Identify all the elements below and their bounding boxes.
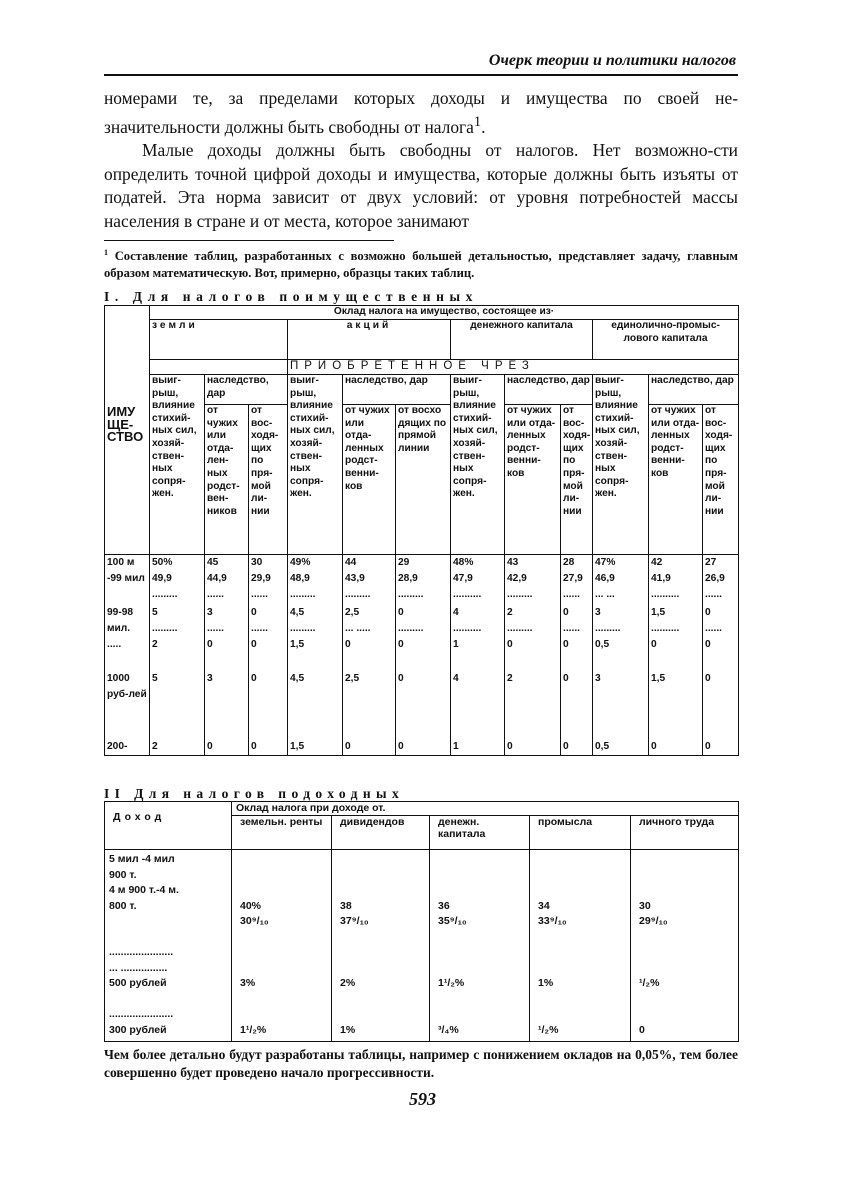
value-cell: 0 — [561, 671, 593, 739]
value-cell: 44 43,9 ......... — [343, 555, 396, 605]
sub-inherit-money: наследство, дар — [505, 375, 593, 405]
acquired-spacer — [150, 360, 288, 375]
value-cell: 0 — [649, 637, 703, 671]
paragraph-1 — [104, 87, 738, 139]
table2-top-header: Оклад налога при доходе от. — [232, 802, 739, 816]
table2-heading: II Для налогов подоходных — [104, 786, 405, 801]
table-row — [105, 605, 739, 637]
amount-cell: 100 м -99 мил — [105, 555, 150, 605]
column-personal-labor: личного труда — [631, 816, 739, 850]
value-cell: 2,5 ... ..... — [343, 605, 396, 637]
value-cell: 29 28,9 ......... — [396, 555, 451, 605]
value-cell: 0 — [505, 637, 561, 671]
running-title: Очерк теории и политики налогов — [488, 52, 736, 69]
value-cell: 4,5 — [288, 671, 343, 739]
value-cell: 0 — [205, 739, 249, 756]
body-text — [104, 87, 738, 233]
value-cell: 42 41,9 .......... — [649, 555, 703, 605]
sub-direct-shares: от восхо дящих по прямой линии — [396, 405, 451, 555]
value-cell: 3 — [205, 671, 249, 739]
closing-paragraph: Чем более детально будут разработаны таблицы, например с понижением окладов на 0,05%, тем более совершенно будет проведено начало прогрессивности. — [104, 1047, 738, 1080]
value-cell: 0 — [396, 637, 451, 671]
value-cell: 1,5 — [649, 671, 703, 739]
sub-inherit-trade: наследство, дар — [649, 375, 739, 405]
value-cell: 0 ...... — [249, 605, 288, 637]
sub-inherit-land: наследство, дар — [205, 375, 288, 405]
value-cell: 0 — [249, 637, 288, 671]
footnote-text: Составление таблиц, разработанных с возможно большей детальностью, представляет задачу, главным образом математическую. Вот, примерно, образцы таких таблиц. — [104, 249, 738, 280]
value-cell: 2 ......... — [505, 605, 561, 637]
sub-direct-money: от вос-ходя-щих по пря-мой ли-нии — [561, 405, 593, 555]
value-cell: 3 ......... — [593, 605, 649, 637]
page-number: 593 — [409, 1089, 436, 1109]
value-cell: 0 ...... — [561, 605, 593, 637]
value-cell: 1,5 .......... — [649, 605, 703, 637]
value-cell: 0 — [249, 739, 288, 756]
paragraph-2: Малые доходы должны быть свободны от налогов. Нет возможно-сти определить точной цифрой доходы и имущества, которые должны быть изъяты от податей. Эта норма зависит от двух условий: от уровня потребностей массы населения в стране и от места, которое занимают — [104, 139, 738, 231]
value-cell: 0,5 — [593, 739, 649, 756]
value-cell: 0 — [561, 739, 593, 756]
footnote — [104, 245, 738, 281]
value-cell: 28 27,9 ...... — [561, 555, 593, 605]
value-cell: 27 26,9 ...... — [703, 555, 739, 605]
value-cell: 0 — [703, 637, 739, 671]
value-cell: 0 — [343, 739, 396, 756]
group-shares: акций — [288, 320, 451, 360]
footnote-mark: 1 — [104, 248, 108, 257]
value-cell: 0 — [343, 637, 396, 671]
income-column-header: Доход — [105, 802, 232, 850]
sub-win-shares: выиг-рыш, влияние стихий-ных сил, хозяй-ствен-ных сопря-жен. — [288, 375, 343, 555]
value-cell: 47% 46,9 ... ... — [593, 555, 649, 605]
table1-top-header: Оклад налога на имущество, состоящее из· — [150, 306, 739, 320]
value-cell: 1 — [451, 739, 505, 756]
value-cell: 40% 30⁹/₁₀ 3% 1¹/₂% — [232, 850, 332, 1042]
value-cell: 1,5 — [288, 739, 343, 756]
amount-cell: 1000 руб-лей — [105, 671, 150, 739]
value-cell: 0 — [703, 739, 739, 756]
sub-distant-land: от чужих или отда-лен-ных родст-вен-ников — [205, 405, 249, 555]
paragraph-1-end: . — [481, 116, 486, 137]
value-cell: 0 — [396, 739, 451, 756]
value-cell: 36 35⁹/₁₀ 1¹/₂% ³/₄% — [430, 850, 530, 1042]
value-cell: 0 — [505, 739, 561, 756]
column-land-rent: земельн. ренты — [232, 816, 332, 850]
value-cell: 3 — [593, 671, 649, 739]
value-cell: 48% 47,9 .......... — [451, 555, 505, 605]
row-label-cell — [105, 306, 150, 555]
value-cell: 0 — [561, 637, 593, 671]
group-money-capital: денежного капитала — [451, 320, 593, 360]
value-cell: 38 37⁹/₁₀ 2% 1% — [332, 850, 430, 1042]
value-cell: 3 ...... — [205, 605, 249, 637]
value-cell: 0,5 — [593, 637, 649, 671]
value-cell: 4 .......... — [451, 605, 505, 637]
value-cell: 0 — [205, 637, 249, 671]
column-money-capital: денежн. капитала — [430, 816, 530, 850]
group-trade-capital: единолично-промыс-лового капитала — [593, 320, 739, 360]
value-cell: 5 — [150, 671, 205, 739]
amount-cell: 200- — [105, 739, 150, 756]
value-cell: 0 — [249, 671, 288, 739]
column-trade: промысла — [530, 816, 631, 850]
value-cell: 2 — [150, 739, 205, 756]
sub-win-trade: выиг-рыш, влияние стихий-ных сил, хозяй-ствен-ных сопря-жен. — [593, 375, 649, 555]
footnote-ref: 1 — [473, 113, 482, 130]
table-row — [105, 555, 739, 605]
value-cell: 2 — [505, 671, 561, 739]
value-cell: 0 ......... — [396, 605, 451, 637]
paragraph-1-text: номерами те, за пределами которых доходы и имущества по своей не-значительности должны быть свободны от налога — [104, 88, 738, 137]
table1-heading: I. Для налогов поимущественных — [104, 289, 478, 304]
value-cell: 1 — [451, 637, 505, 671]
property-tax-table — [104, 305, 739, 756]
footnote-rule — [104, 240, 394, 241]
sub-distant-money: от чужих или отда-ленных родст-венни-ков — [505, 405, 561, 555]
sub-distant-trade: от чужих или отда-ленных родст-венни-ков — [649, 405, 703, 555]
sub-inherit-shares: наследство, дар — [343, 375, 451, 405]
value-cell: 0 — [703, 671, 739, 739]
table-row — [105, 671, 739, 739]
value-cell: 0 ...... — [703, 605, 739, 637]
value-cell: 34 33⁹/₁₀ 1% ¹/₂% — [530, 850, 631, 1042]
table-row — [105, 637, 739, 671]
acquired-header: ПРИОБРЕТЕННОЕ ЧРЕЗ — [288, 360, 739, 375]
value-cell: 5 ......... — [150, 605, 205, 637]
value-cell: 45 44,9 ...... — [205, 555, 249, 605]
value-cell: 50% 49,9 ......... — [150, 555, 205, 605]
value-cell: 49% 48,9 ......... — [288, 555, 343, 605]
table-row — [105, 850, 739, 1042]
value-cell: 4,5 ......... — [288, 605, 343, 637]
running-header — [104, 48, 738, 76]
sub-direct-trade: от вос-ходя-щих по пря-мой ли-нии — [703, 405, 739, 555]
value-cell: 30 29,9 ...... — [249, 555, 288, 605]
value-cell: 43 42,9 ......... — [505, 555, 561, 605]
sub-win-money: выиг-рыш, влияние стихий-ных сил, хозяй-ствен-ных сопря-жен. — [451, 375, 505, 555]
value-cell: 30 29⁹/₁₀ ¹/₂% 0 — [631, 850, 739, 1042]
income-tax-table — [104, 801, 739, 1042]
group-land: земли — [150, 320, 288, 360]
row-label: ИМУ ЩЕ- СТВО — [107, 404, 144, 445]
value-cell: 4 — [451, 671, 505, 739]
sub-win-land: выиг-рыш, влияние стихий-ных сил, хозяй-ствен-ных сопря-жен. — [150, 375, 205, 555]
income-brackets: 5 мил -4 мил 900 т. 4 м 900 т.-4 м. 800 т. ...................... ... ................ 500 рублей ...................... 300 рублей — [105, 850, 232, 1042]
column-dividends: дивидендов — [332, 816, 430, 850]
value-cell: 1,5 — [288, 637, 343, 671]
sub-distant-shares: от чужих или отда-ленных родст-венни-ков — [343, 405, 396, 555]
table-row — [105, 739, 739, 756]
sub-direct-land: от вос-ходя-щих по пря-мой ли-нии — [249, 405, 288, 555]
value-cell: 0 — [396, 671, 451, 739]
value-cell: 0 — [649, 739, 703, 756]
value-cell: 2,5 — [343, 671, 396, 739]
amount-cell: 99-98 мил. — [105, 605, 150, 637]
amount-cell: ..... — [105, 637, 150, 671]
value-cell: 2 — [150, 637, 205, 671]
